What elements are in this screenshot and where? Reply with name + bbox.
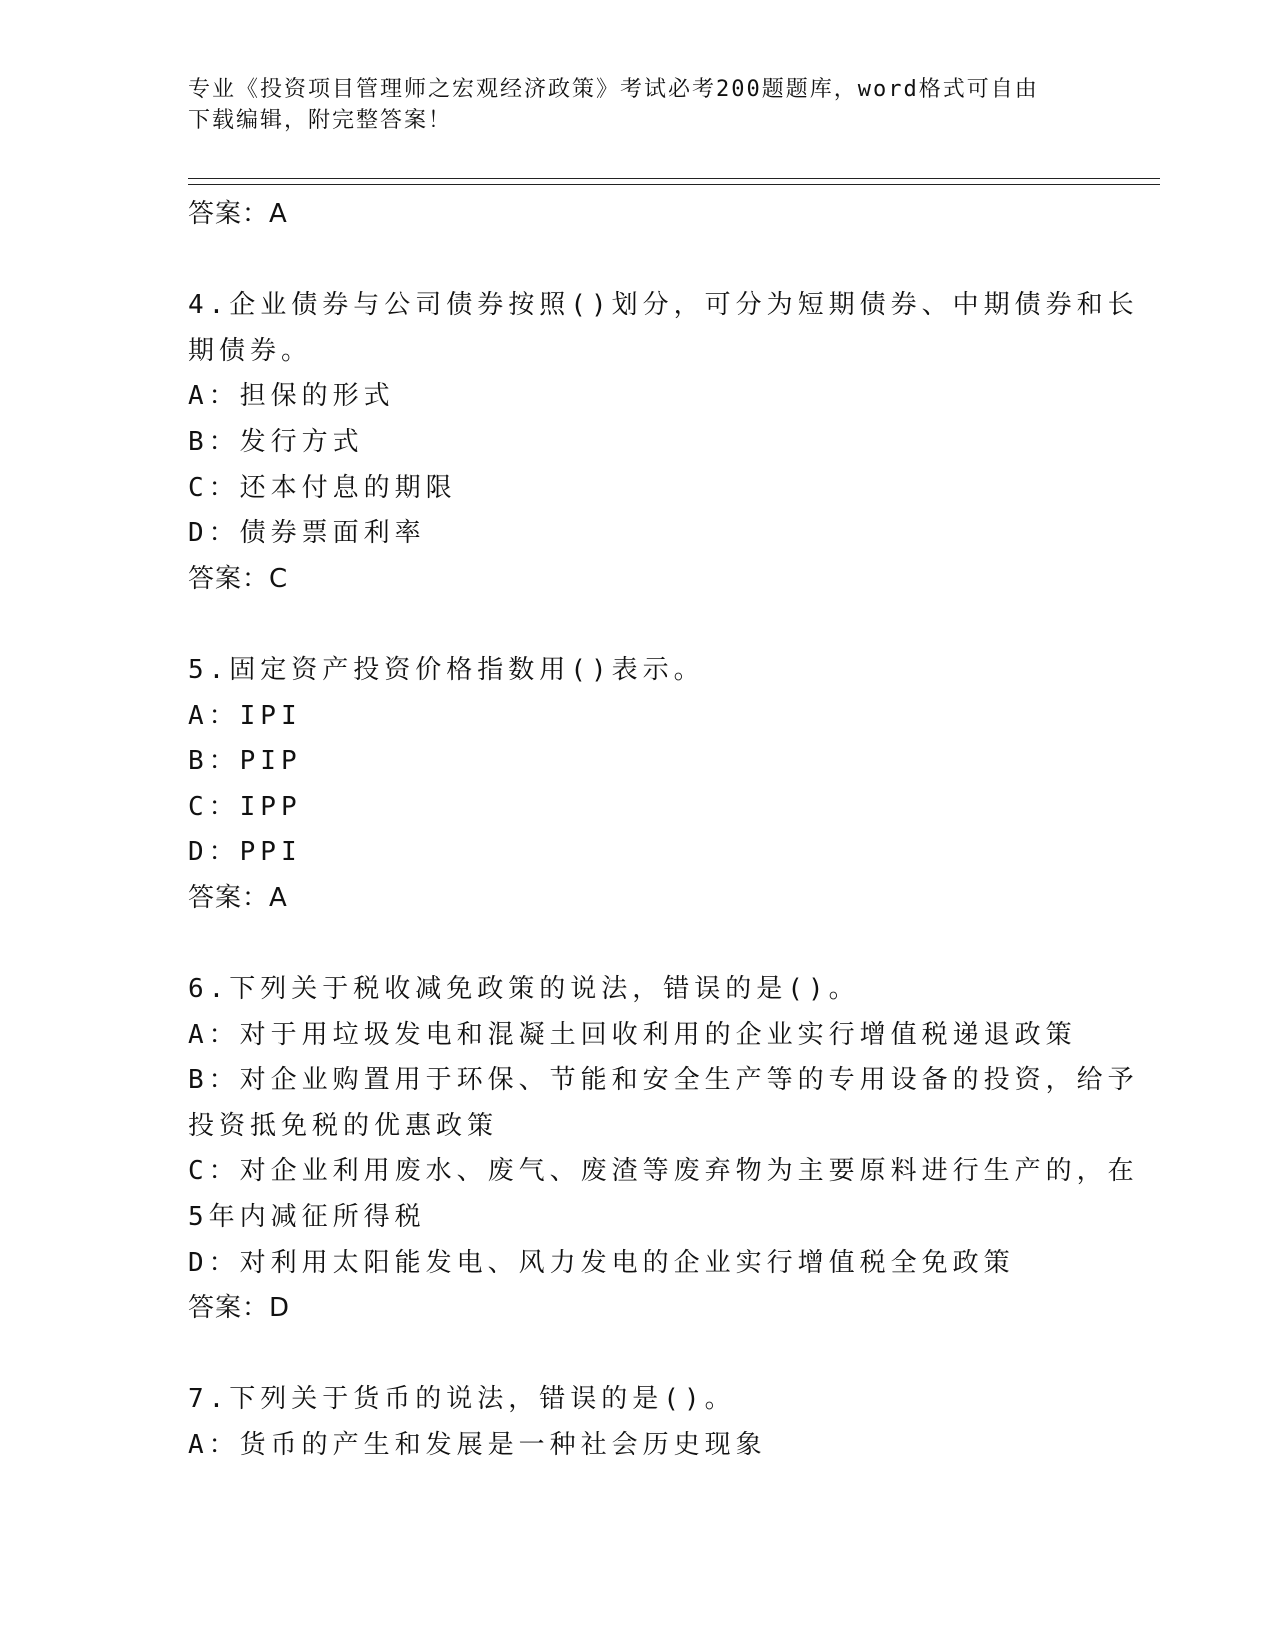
question-stem: 7.下列关于货币的说法，错误的是()。 [188,1384,736,1415]
question-4 [188,283,1139,602]
header-line-1: 专业《投资项目管理师之宏观经济政策》考试必考200题题库，word格式可自由 [188,77,1039,102]
option-a: A：IPI [188,700,302,731]
answer: 答案：C [188,563,289,594]
answer: 答案：D [188,1293,291,1324]
option-c: C：还本付息的期限 [188,472,457,503]
option-d: D：债券票面利率 [188,518,426,549]
option-a: A：货币的产生和发展是一种社会历史现象 [188,1430,767,1461]
option-d: D：PPI [188,837,302,868]
header-rule-top [188,178,1160,179]
previous-answer: 答案：A [188,199,288,229]
option-a: A：担保的形式 [188,381,395,412]
page-header [188,74,1078,136]
question-stem: 5.固定资产投资价格指数用()表示。 [188,654,705,685]
answer: 答案：A [188,882,288,913]
header-line-2: 下载编辑，附完整答案！ [188,108,453,133]
option-a: A：对于用垃圾发电和混凝土回收利用的企业实行增值税递退政策 [188,1019,1077,1050]
option-c: C：对企业利用废水、废气、废渣等废弃物为主要原料进行生产的，在 [188,1156,1139,1187]
question-stem: 4.企业债券与公司债券按照()划分，可分为短期债券、中期债券和长 [188,290,1139,321]
option-b: B：PIP [188,746,302,777]
option-c: C：IPP [188,791,302,822]
option-b: B：发行方式 [188,426,364,457]
question-list [188,192,1139,1469]
option-b: B：对企业购置用于环保、节能和安全生产等的专用设备的投资，给予 [188,1065,1139,1096]
option-b-continued: 投资抵免税的优惠政策 [188,1110,499,1141]
question-5 [188,648,1088,922]
option-c-continued: 5年内减征所得税 [188,1202,426,1233]
question-stem: 6.下列关于税收减免政策的说法，错误的是()。 [188,974,860,1005]
question-6 [188,967,1139,1332]
option-d: D：对利用太阳能发电、风力发电的企业实行增值税全免政策 [188,1247,1015,1278]
question-7 [188,1377,1088,1468]
question-stem: 期债券。 [188,335,313,366]
header-rule-bottom [188,184,1160,185]
